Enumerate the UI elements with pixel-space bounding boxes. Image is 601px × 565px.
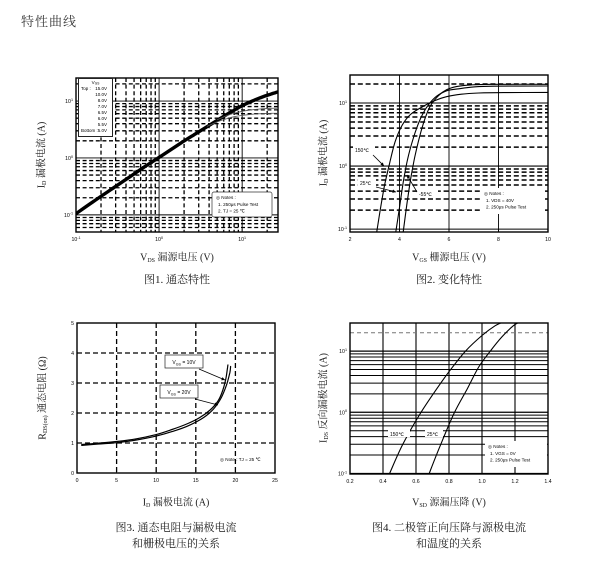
svg-text:10: 10 [545, 237, 551, 243]
legend-row: 6.5V [97, 109, 107, 115]
page-title: 特性曲线 [21, 14, 78, 29]
svg-text:◎ Note : TJ = 25 ℃: ◎ Note : TJ = 25 ℃ [220, 457, 261, 462]
legend-row: Bottom : 5.0V [81, 127, 108, 133]
fig4-plot [337, 323, 552, 485]
svg-text:5: 5 [115, 478, 119, 484]
fig3-y-axis-label: $R_{DS(on)}$ 通态电阻 (Ω) [37, 356, 49, 440]
svg-text:10-1: $10^{-1}$ [337, 470, 347, 478]
fig4-caption-line2: 和温度的关系 [416, 538, 482, 550]
fig3-x-axis-label: $I_D$ 漏极电流 (A) [142, 497, 210, 509]
svg-text:101: $10^1$ [339, 347, 347, 356]
svg-text:◎ Notes :: ◎ Notes : [484, 191, 504, 196]
svg-text:1. VDS = 40V: 1. VDS = 40V [486, 197, 514, 203]
svg-text:0.2: 0.2 [346, 479, 354, 485]
svg-text:101: $10^1$ [65, 97, 73, 106]
legend-row: 10.0V [95, 92, 107, 97]
svg-text:25℃: 25℃ [360, 181, 372, 187]
svg-text:1.0: 1.0 [478, 479, 486, 485]
svg-text:0.8: 0.8 [445, 479, 453, 485]
fig1-caption: 图1. 通态特性 [144, 274, 210, 286]
fig2-caption: 图2. 变化特性 [416, 274, 482, 286]
svg-text:2. TJ = 25 ℃: 2. TJ = 25 ℃ [218, 208, 245, 214]
svg-text:4: 4 [398, 237, 401, 243]
svg-text:VGS = 20V: $V_{GS} = 20V$ [167, 390, 191, 397]
svg-text:0: 0 [71, 471, 74, 477]
svg-text:1. VGS = 0V: 1. VGS = 0V [490, 450, 516, 456]
svg-text:8: 8 [497, 237, 500, 243]
svg-text:4: 4 [71, 351, 74, 357]
svg-text:1. 250μs Pulse Test: 1. 250μs Pulse Test [218, 201, 259, 207]
svg-text:15: 15 [192, 478, 199, 484]
svg-text:10-1: $10^{-1}$ [71, 235, 81, 243]
fig1-legend [78, 78, 113, 137]
fig2-x-axis-label: $V_{GS}$ 栅源电压 (V) [412, 252, 486, 264]
svg-text:25℃: 25℃ [427, 432, 439, 438]
svg-text:2: 2 [348, 237, 352, 243]
svg-text:2. 250μs Pulse Test: 2. 250μs Pulse Test [490, 457, 531, 463]
svg-text:20: 20 [232, 478, 239, 484]
fig2-plot [337, 75, 551, 243]
svg-text:2: 2 [71, 411, 74, 417]
legend-row: 8.0V [97, 97, 107, 103]
svg-text:101: $10^1$ [339, 99, 347, 108]
svg-text:VGS = 10V: $V_{GS} = 10V$ [172, 360, 196, 367]
fig3-caption-line1: 图3. 通态电阻与漏极电流 [115, 522, 237, 534]
svg-text:100: $10^0$ [155, 235, 164, 243]
svg-text:10-1: $10^{-1}$ [63, 211, 73, 219]
svg-text:1.2: 1.2 [511, 479, 519, 485]
svg-text:1.4: 1.4 [544, 479, 552, 485]
svg-text:100: $10^0$ [65, 154, 73, 162]
svg-text:5: 5 [71, 321, 74, 327]
fig3-caption-line2: 和栅极电压的关系 [132, 538, 220, 550]
fig4-y-axis-label: $I_{DS}$ 反向漏极电流 (A) [318, 353, 330, 443]
fig1-x-axis-label: $V_{DS}$ 漏源电压 (V) [140, 252, 214, 264]
legend-row: 5.5V [97, 121, 107, 127]
legend-row: Top : 15.0V [81, 86, 107, 92]
svg-text:◎ Notes :: ◎ Notes : [216, 195, 236, 200]
svg-text:100: $10^0$ [339, 409, 347, 417]
legend-header: $V_{GS}$ [91, 80, 100, 86]
svg-text:3: 3 [71, 381, 74, 387]
svg-text:6: 6 [447, 237, 451, 243]
svg-text:0: 0 [75, 478, 79, 484]
fig4-caption-line1: 图4. 二极管正向压降与源极电流 [372, 522, 526, 534]
svg-text:1: 1 [71, 441, 74, 447]
svg-text:10: 10 [153, 478, 160, 484]
svg-text:101: $10^1$ [238, 235, 247, 243]
svg-text:2. 250μs Pulse Test: 2. 250μs Pulse Test [486, 204, 527, 210]
svg-text:150℃: 150℃ [390, 432, 404, 438]
svg-text:100: $10^0$ [339, 162, 347, 171]
fig3-plot [71, 321, 278, 484]
legend-row: 7.0V [97, 103, 107, 109]
svg-text:10-1: $10^{-1}$ [337, 225, 347, 234]
fig2-y-axis-label: $I_D$ 漏极电流 (A) [318, 119, 330, 187]
svg-text:150℃: 150℃ [355, 148, 369, 154]
svg-text:0.4: 0.4 [379, 479, 387, 485]
legend-row: 6.0V [97, 115, 107, 121]
svg-text:0.6: 0.6 [412, 479, 420, 485]
fig4-x-axis-label: $V_{SD}$ 源漏压降 (V) [412, 497, 486, 509]
svg-text:25: 25 [272, 478, 278, 484]
svg-text:-55℃: -55℃ [419, 192, 432, 198]
fig1-y-axis-label: $I_D$ 漏极电流 (A) [36, 121, 48, 189]
svg-text:◎ Notes :: ◎ Notes : [488, 444, 508, 449]
